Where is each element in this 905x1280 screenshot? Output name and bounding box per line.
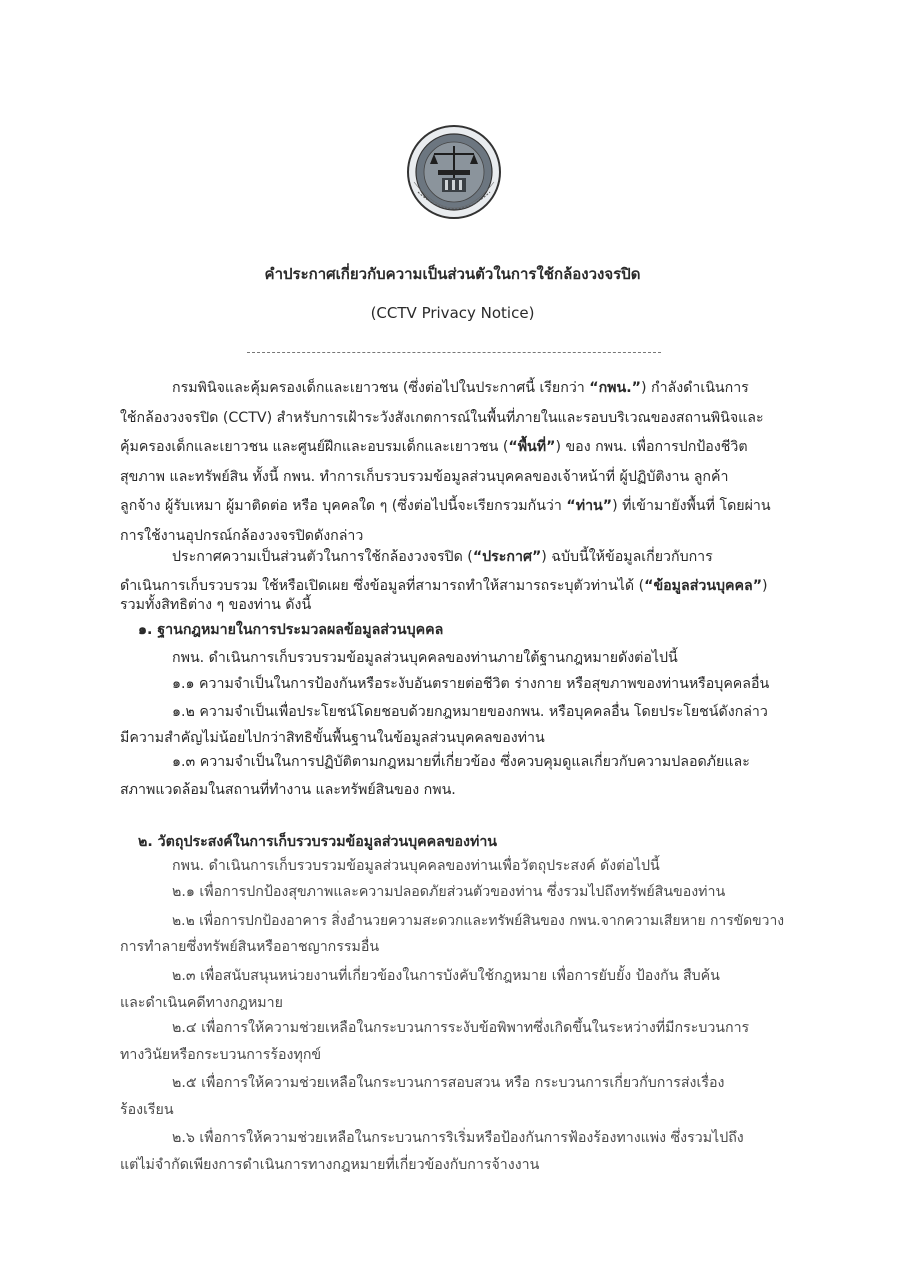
section-2-heading: ๒. วัตถุประสงค์ในการเก็บรวบรวมข้อมูลส่วนบุคคลของท่าน (138, 834, 497, 850)
section-2-item-2-line-2: การทำลายซึ่งทรัพย์สินหรืออาชญากรรมอื่น (120, 939, 380, 955)
section-1-heading: ๑. ฐานกฎหมายในการประมวลผลข้อมูลส่วนบุคคล (138, 622, 444, 638)
section-2-item-3-line-1: ๒.๓ เพื่อสนับสนุนหน่วยงานที่เกี่ยวข้องในการบังคับใช้กฎหมาย เพื่อการยับยั้ง ป้องกัน สืบค้น (172, 968, 720, 984)
intro-line-6: การใช้งานอุปกรณ์กล้องวงจรปิดดังกล่าว (120, 528, 364, 544)
divider (247, 352, 661, 353)
intro-line-4: สุขภาพ และทรัพย์สิน ทั้งนี้ กพน. ทำการเก็บรวบรวมข้อมูลส่วนบุคคลของเจ้าหน้าที่ ผู้ปฏิบัติงาน ลูกค้า (120, 469, 729, 485)
intro-line-5: ลูกจ้าง ผู้รับเหมา ผู้มาติดต่อ หรือ บุคคลใด ๆ (ซึ่งต่อไปนี้จะเรียกรวมกันว่า “ท่าน”) ที่เข้ามายังพื้นที่ โดยผ่าน (120, 498, 771, 514)
intro-line-1: กรมพินิจและคุ้มครองเด็กและเยาวชน (ซึ่งต่อไปในประกาศนี้ เรียกว่า “กพน.”) กำลังดำเนินการ (172, 380, 749, 396)
section-1-item-3-line-2: สภาพแวดล้อมในสถานที่ทำงาน และทรัพย์สินของ กพน. (120, 782, 456, 798)
notice-line-1: ประกาศความเป็นส่วนตัวในการใช้กล้องวงจรปิด (“ประกาศ”) ฉบับนี้ให้ข้อมูลเกี่ยวกับการ (172, 549, 713, 565)
intro-line-2: ใช้กล้องวงจรปิด (CCTV) สำหรับการเฝ้าระวังสังเกตการณ์ในพื้นที่ภายในและรอบบริเวณของสถานพินิจและ (120, 410, 764, 426)
section-1-item-2-line-2: มีความสำคัญไม่น้อยไปกว่าสิทธิขั้นพื้นฐานในข้อมูลส่วนบุคคลของท่าน (120, 730, 545, 746)
section-2-item-5-line-2: ร้องเรียน (120, 1102, 174, 1118)
section-2-item-4-line-1: ๒.๔ เพื่อการให้ความช่วยเหลือในกระบวนการระงับข้อพิพาทซึ่งเกิดขึ้นในระหว่างที่มีกระบวนการ (172, 1020, 750, 1036)
department-seal-logo (404, 122, 504, 234)
section-2-item-1: ๒.๑ เพื่อการปกป้องสุขภาพและความปลอดภัยส่วนตัวของท่าน ซึ่งรวมไปถึงทรัพย์สินของท่าน (172, 884, 726, 900)
section-2-item-3-line-2: และดำเนินคดีทางกฎหมาย (120, 995, 283, 1011)
section-2-item-6-line-2: แต่ไม่จำกัดเพียงการดำเนินการทางกฎหมายที่เกี่ยวข้องกับการจ้างงาน (120, 1157, 540, 1173)
section-1-item-2-line-1: ๑.๒ ความจำเป็นเพื่อประโยชน์โดยชอบด้วยกฎหมายของกพน. หรือบุคคลอื่น โดยประโยชน์ดังกล่าว (172, 704, 768, 720)
section-2-item-2-line-1: ๒.๒ เพื่อการปกป้องอาคาร สิ่งอำนวยความสะดวกและทรัพย์สินของ กพน.จากความเสียหาย การขัดขวาง (172, 913, 785, 929)
section-1-item-3-line-1: ๑.๓ ความจำเป็นในการปฏิบัติตามกฎหมายที่เกี่ยวข้อง ซึ่งควบคุมดูแลเกี่ยวกับความปลอดภัยและ (172, 754, 750, 770)
notice-line-3: รวมทั้งสิทธิต่าง ๆ ของท่าน ดังนี้ (120, 597, 312, 613)
section-2-item-4-line-2: ทางวินัยหรือกระบวนการร้องทุกข์ (120, 1047, 322, 1063)
notice-title: คำประกาศเกี่ยวกับความเป็นส่วนตัวในการใช้กล้องวงจรปิด (264, 265, 641, 283)
section-2-item-5-line-1: ๒.๕ เพื่อการให้ความช่วยเหลือในกระบวนการสอบสวน หรือ กระบวนการเกี่ยวกับการส่งเรื่อง (172, 1075, 725, 1091)
intro-line-3: คุ้มครองเด็กและเยาวชน และศูนย์ฝึกและอบรมเด็กและเยาวชน (“พื้นที่”) ของ กพน. เพื่อการปกป้องชีวิต (120, 439, 748, 455)
section-2-lead: กพน. ดำเนินการเก็บรวบรวมข้อมูลส่วนบุคคลของท่านเพื่อวัตถุประสงค์ ดังต่อไปนี้ (172, 858, 660, 874)
section-2-item-6-line-1: ๒.๖ เพื่อการให้ความช่วยเหลือในกระบวนการริเริ่มหรือป้องกันการฟ้องร้องทางแพ่ง ซึ่งรวมไปถึง (172, 1130, 744, 1146)
section-1-lead: กพน. ดำเนินการเก็บรวบรวมข้อมูลส่วนบุคคลของท่านภายใต้ฐานกฎหมายดังต่อไปนี้ (172, 650, 678, 666)
notice-subtitle: (CCTV Privacy Notice) (370, 304, 535, 322)
notice-line-2: ดำเนินการเก็บรวบรวม ใช้หรือเปิดเผย ซึ่งข้อมูลที่สามารถทำให้สามารถระบุตัวท่านได้ (“ข้อมูลส่วนบุคคล”) (120, 578, 768, 594)
section-1-item-1: ๑.๑ ความจำเป็นในการป้องกันหรือระงับอันตรายต่อชีวิต ร่างกาย หรือสุขภาพของท่านหรือบุคคลอื่น (172, 676, 770, 692)
